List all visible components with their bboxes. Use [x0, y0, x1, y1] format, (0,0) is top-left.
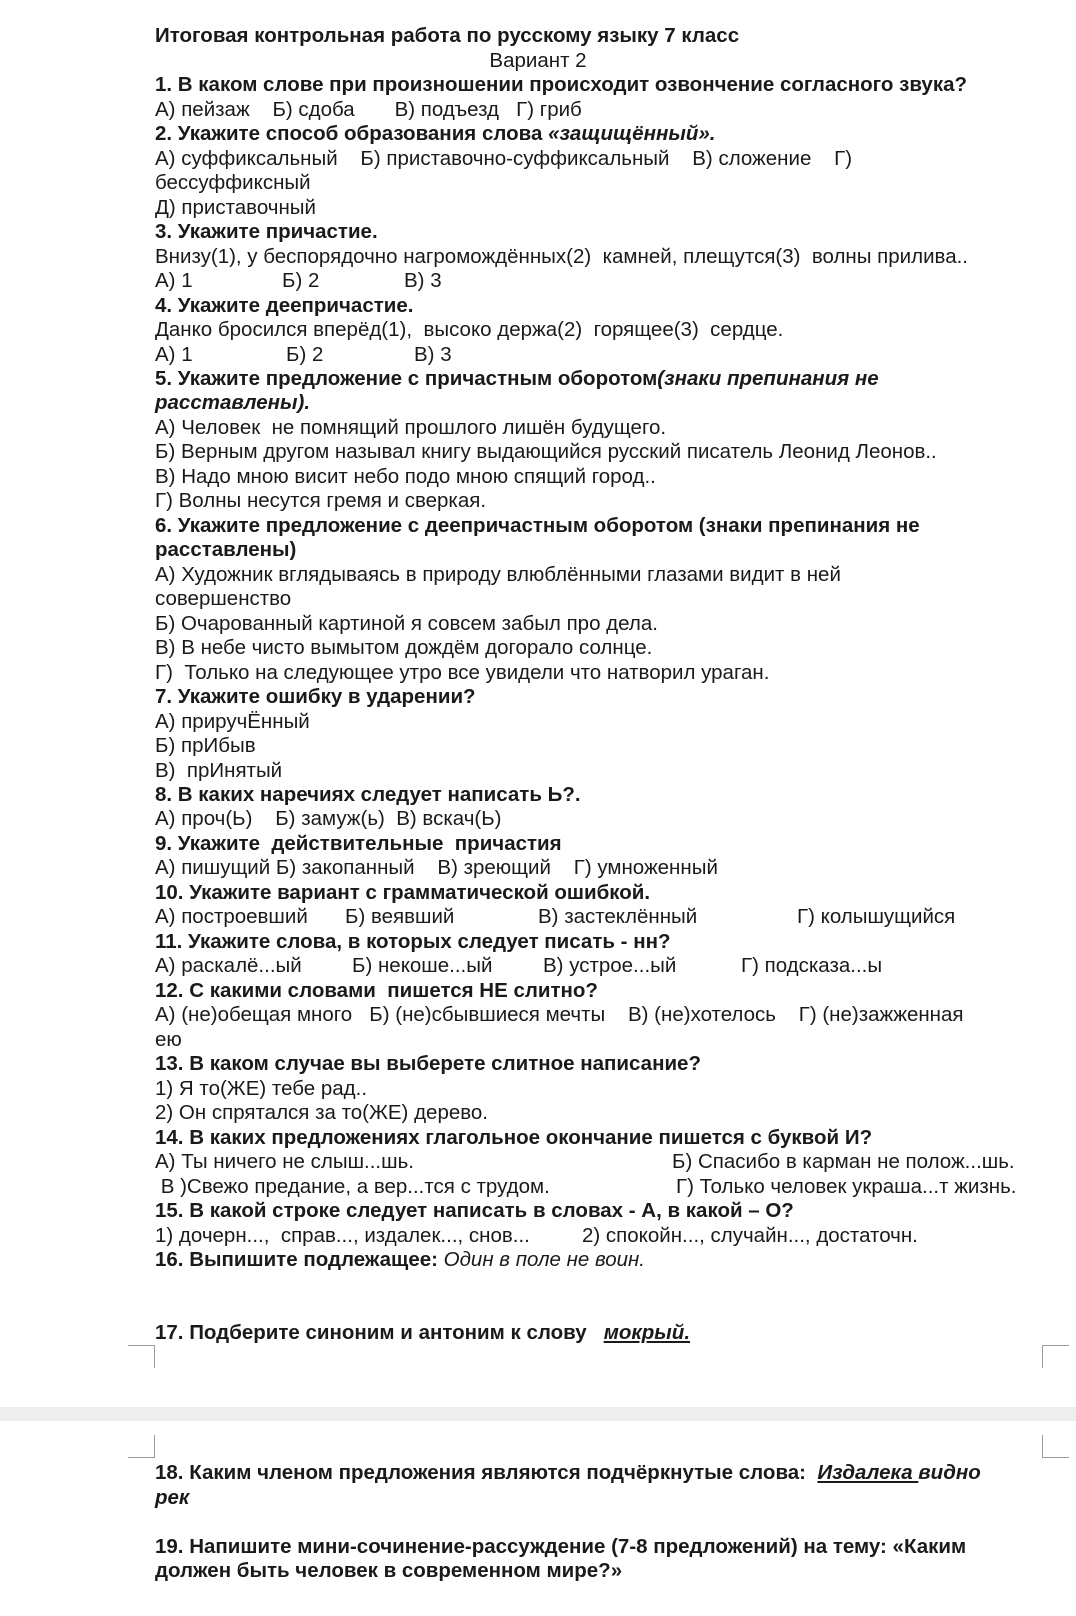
question-3-option-b: Б) 2 — [282, 269, 320, 292]
question-10-option-b: Б) веявший — [345, 905, 455, 928]
question-9: 9. Укажите действительные причастия — [155, 832, 562, 855]
question-17-word: мокрый. — [603, 1321, 691, 1344]
question-17 — [155, 1320, 690, 1345]
question-6-option-d: Г) Только на следующее утро все увидели что натворил ураган. — [155, 661, 770, 684]
question-11-option-b: Б) некоше...ый — [352, 954, 493, 977]
question-2-word: «защищённый». — [548, 122, 716, 145]
question-5-note: (знаки препинания не — [657, 367, 879, 390]
question-15-option-2: 2) спокойн..., случайн..., достаточн. — [582, 1224, 918, 1247]
question-5-option-a: А) Человек не помнящий прошлого лишён будущего. — [155, 416, 667, 439]
question-14: 14. В каких предложениях глагольное окончание пишется с буквой И? — [155, 1126, 873, 1149]
question-16-text: 16. Выпишите подлежащее: — [155, 1248, 444, 1271]
question-16-sentence: Один в поле не воин. — [443, 1248, 646, 1271]
question-19-cont: должен быть человек в современном мире?» — [155, 1559, 623, 1582]
question-10-option-c: В) застеклённый — [538, 905, 698, 928]
question-4-option-b: Б) 2 — [286, 343, 324, 366]
question-5 — [155, 366, 879, 391]
question-2-text: 2. Укажите способ образования слова — [155, 122, 549, 145]
page-corner-mark — [1042, 1435, 1069, 1458]
question-4: 4. Укажите деепричастие. — [155, 294, 414, 317]
page-corner-mark — [128, 1345, 155, 1368]
worksheet-title: Итоговая контрольная работа по русскому языку 7 класс — [155, 24, 740, 47]
page-break-gap — [0, 1407, 1076, 1421]
question-7-option-b: Б) прИбыв — [155, 734, 256, 757]
question-11: 11. Укажите слова, в которых следует писать - нн? — [155, 930, 671, 953]
question-12-options: А) (не)обещая много Б) (не)сбывшиеся мечты В) (не)хотелось Г) (не)зажженная — [155, 1003, 964, 1026]
question-15-option-1: 1) дочерн..., справ..., издалек..., снов... — [155, 1224, 530, 1247]
question-3: 3. Укажите причастие. — [155, 220, 378, 243]
question-7: 7. Укажите ошибку в ударении? — [155, 685, 476, 708]
question-6-option-a-cont: совершенство — [155, 587, 292, 610]
question-9-options: А) пишущий Б) закопанный В) зреющий Г) умноженный — [155, 856, 718, 879]
question-3-option-c: В) 3 — [404, 269, 442, 292]
question-14-option-b: Б) Спасибо в карман не полож...шь. — [672, 1150, 1015, 1173]
question-1-options: А) пейзаж Б) сдоба В) подъезд Г) гриб — [155, 98, 582, 121]
question-2-options: А) суффиксальный Б) приставочно-суффиксальный В) сложение Г) — [155, 147, 853, 170]
question-12-options-cont: ею — [155, 1028, 182, 1051]
question-13-option-1: 1) Я то(ЖЕ) тебе рад.. — [155, 1077, 368, 1100]
question-5-option-c: В) Надо мною висит небо подо мною спящий город.. — [155, 465, 656, 488]
question-18-rest: видно — [918, 1461, 981, 1484]
question-19: 19. Напишите мини-сочинение-рассуждение (7-8 предложений) на тему: «Каким — [155, 1535, 967, 1558]
question-16 — [155, 1247, 645, 1272]
question-10-option-d: Г) колышущийся — [797, 905, 956, 928]
question-2-option-d: Д) приставочный — [155, 196, 316, 219]
question-15: 15. В какой строке следует написать в словах - А, в какой – О? — [155, 1199, 794, 1222]
variant-label: Вариант 2 — [489, 49, 587, 72]
question-17-text: 17. Подберите синоним и антоним к слову — [155, 1321, 604, 1344]
question-6-option-c: В) В небе чисто вымытом дождём догорало солнце. — [155, 636, 653, 659]
question-12: 12. С какими словами пишется НЕ слитно? — [155, 979, 598, 1002]
question-10: 10. Укажите вариант с грамматической ошибкой. — [155, 881, 651, 904]
question-8: 8. В каких наречиях следует написать Ь?. — [155, 783, 581, 806]
question-13: 13. В каком случае вы выберете слитное написание? — [155, 1052, 701, 1075]
question-18-cont: рек — [155, 1486, 190, 1509]
page-corner-mark — [1042, 1345, 1069, 1368]
question-2 — [155, 121, 715, 146]
question-6-cont: расставлены) — [155, 538, 297, 561]
question-14-option-d: Г) Только человек украша...т жизнь. — [676, 1175, 1017, 1198]
question-6: 6. Укажите предложение с деепричастным оборотом (знаки препинания не — [155, 514, 920, 537]
question-1: 1. В каком слове при произношении происходит озвончение согласного звука? — [155, 73, 968, 96]
question-13-option-2: 2) Он спрятался за то(ЖЕ) дерево. — [155, 1101, 489, 1124]
question-5-option-b: Б) Верным другом называл книгу выдающийся русский писатель Леонид Леонов.. — [155, 440, 937, 463]
question-7-option-c: В) прИнятый — [155, 759, 283, 782]
question-3-sentence: Внизу(1), у беспорядочно нагромождённых(2) камней, плещутся(3) волны прилива.. — [155, 245, 969, 268]
question-18 — [155, 1460, 981, 1485]
question-5-text: 5. Укажите предложение с причастным оборотом — [155, 367, 658, 390]
question-2-options-cont: бессуффиксный — [155, 171, 311, 194]
question-5-option-d: Г) Волны несутся гремя и сверкая. — [155, 489, 487, 512]
question-6-option-a: А) Художник вглядываясь в природу влюблёнными глазами видит в ней — [155, 563, 841, 586]
question-3-option-a: А) 1 — [155, 269, 193, 292]
page-corner-mark — [128, 1435, 155, 1458]
question-4-option-a: А) 1 — [155, 343, 193, 366]
question-18-text: 18. Каким членом предложения являются подчёркнутые слова: — [155, 1461, 818, 1484]
question-14-option-a: А) Ты ничего не слыш...шь. — [155, 1150, 414, 1173]
question-11-option-a: А) раскалё...ый — [155, 954, 302, 977]
question-7-option-a: А) приручЁнный — [155, 710, 310, 733]
question-6-option-b: Б) Очарованный картиной я совсем забыл про дела. — [155, 612, 658, 635]
question-4-sentence: Данко бросился вперёд(1), высоко держа(2) горящее(3) сердце. — [155, 318, 784, 341]
question-10-option-a: А) построевший — [155, 905, 308, 928]
question-18-underlined: Издалека — [817, 1461, 919, 1484]
question-14-option-c: В )Свежо предание, а вер...тся с трудом. — [155, 1175, 550, 1198]
question-4-option-c: В) 3 — [414, 343, 452, 366]
question-11-option-d: Г) подсказа...ы — [741, 954, 883, 977]
question-5-note-cont: расставлены). — [155, 391, 311, 414]
question-11-option-c: В) устрое...ый — [543, 954, 677, 977]
question-8-options: А) проч(Ь) Б) замуж(ь) В) вскач(Ь) — [155, 807, 502, 830]
